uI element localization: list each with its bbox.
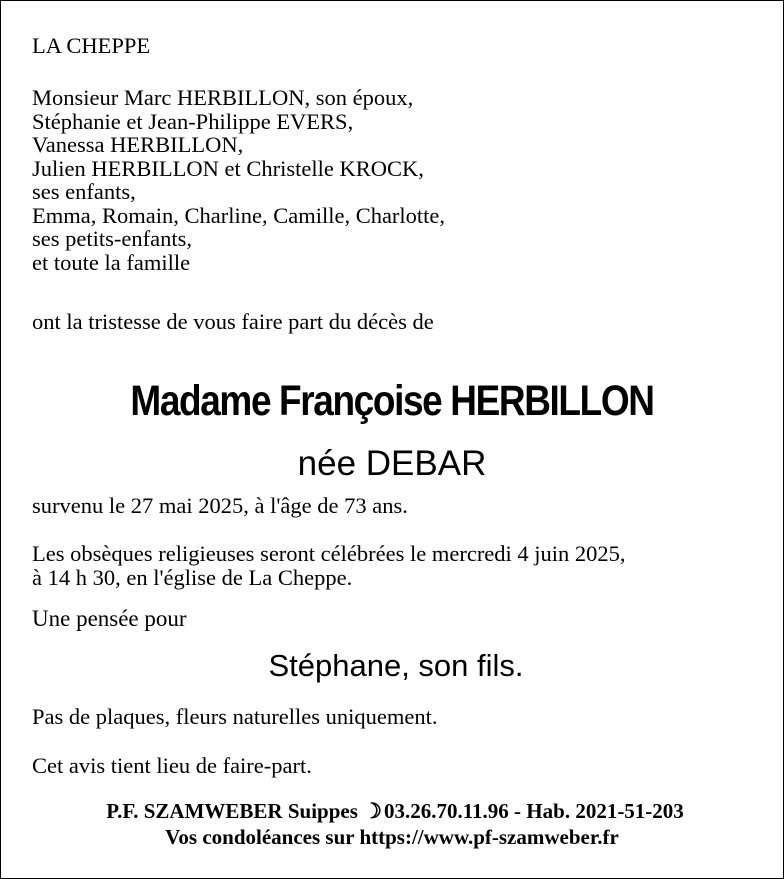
funeral-details <box>32 542 763 589</box>
family-line: Emma, Romain, Charline, Camille, Charlotte, <box>32 202 446 228</box>
death-info: survenu le 27 mai 2025, à l'âge de 73 ans. <box>32 493 408 518</box>
family-line: Julien HERBILLON et Christelle KROCK, <box>32 155 424 181</box>
family-line: ses enfants, <box>32 179 136 204</box>
town-name: LA CHEPPE <box>32 33 151 58</box>
flowers-note: Pas de plaques, fleurs naturelles uniquement. <box>32 704 438 729</box>
maiden-name: née DEBAR <box>297 444 487 483</box>
condolences-line: Vos condoléances sur https://www.pf-szamweber.fr <box>165 825 619 849</box>
funeral-line: à 14 h 30, en l'église de La Cheppe. <box>32 564 353 590</box>
funeral-line: Les obsèques religieuses seront célébrées le mercredi 4 juin 2025, <box>32 541 626 566</box>
family-line: ses petits-enfants, <box>32 226 192 251</box>
family-list <box>32 86 763 274</box>
funeral-home-line <box>1 798 783 824</box>
family-line: et toute la famille <box>32 249 191 275</box>
announcement-text: ont la tristesse de vous faire part du décès de <box>32 309 434 334</box>
family-line: Vanessa HERBILLON, <box>32 132 244 157</box>
phone-and-license: 03.26.70.11.96 - Hab. 2021-51-203 <box>383 799 684 823</box>
phone-icon: ☽ <box>363 799 382 823</box>
thought-intro: Une pensée pour <box>32 606 187 631</box>
family-line: Monsieur Marc HERBILLON, son époux, <box>32 85 414 110</box>
family-line: Stéphanie et Jean-Philippe EVERS, <box>32 108 354 134</box>
funeral-home-name: P.F. SZAMWEBER Suippes <box>106 799 358 823</box>
faire-part-note: Cet avis tient lieu de faire-part. <box>32 753 312 778</box>
thought-name: Stéphane, son fils. <box>268 648 524 683</box>
deceased-name: Madame Françoise HERBILLON <box>130 377 654 425</box>
